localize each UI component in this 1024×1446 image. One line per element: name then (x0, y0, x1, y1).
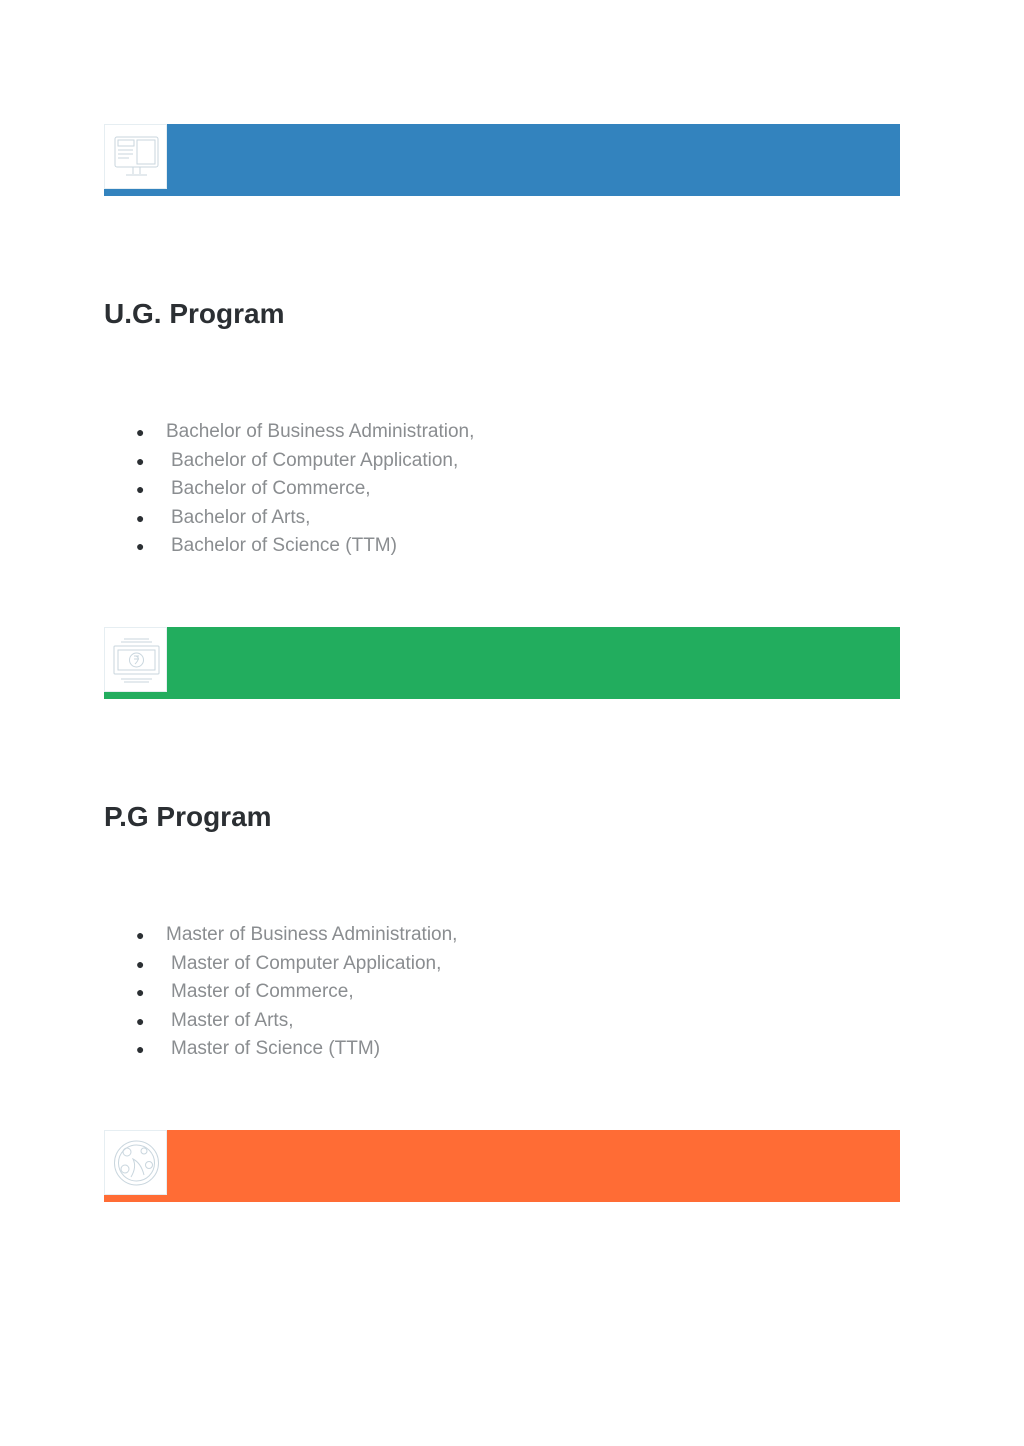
list-item-text: Bachelor of Science (TTM) (171, 535, 397, 556)
bullet-icon: ● (136, 955, 145, 972)
list-item-text: Bachelor of Arts, (171, 506, 311, 528)
art-palette-icon (104, 1130, 167, 1195)
ug-heading: U.G. Program (104, 298, 285, 329)
list-item-text: Master of Commerce, (171, 981, 354, 1002)
list-item-text: Master of Arts, (171, 1009, 294, 1031)
bullet-icon: ● (136, 481, 145, 497)
computer-monitor-icon (104, 124, 167, 189)
list-item-text: Master of Science (TTM) (171, 1038, 381, 1059)
extra-banner (104, 1130, 900, 1202)
bullet-icon: ● (136, 1012, 145, 1029)
bullet-icon: ● (136, 538, 145, 554)
extra-banner-bar (104, 1130, 900, 1202)
bullet-icon: ● (136, 509, 145, 526)
ug-banner (104, 124, 900, 196)
bullet-icon: ● (136, 452, 145, 469)
list-item-text: Bachelor of Business Administration, (166, 421, 475, 442)
pg-banner-bar (104, 627, 900, 699)
list-item-text: Master of Business Administration, (166, 924, 458, 945)
bullet-icon: ● (136, 1041, 145, 1057)
ug-banner-bar (104, 124, 900, 196)
currency-note-icon (104, 627, 167, 692)
bullet-icon: ● (136, 984, 145, 1000)
bullet-icon: ● (136, 927, 145, 943)
pg-banner (104, 627, 900, 699)
list-item-text: Bachelor of Commerce, (171, 478, 371, 499)
list-item-text: Master of Computer Application, (171, 952, 442, 974)
list-item-text: Bachelor of Computer Application, (171, 449, 459, 471)
pg-heading: P.G Program (104, 801, 272, 832)
bullet-icon: ● (136, 424, 145, 440)
